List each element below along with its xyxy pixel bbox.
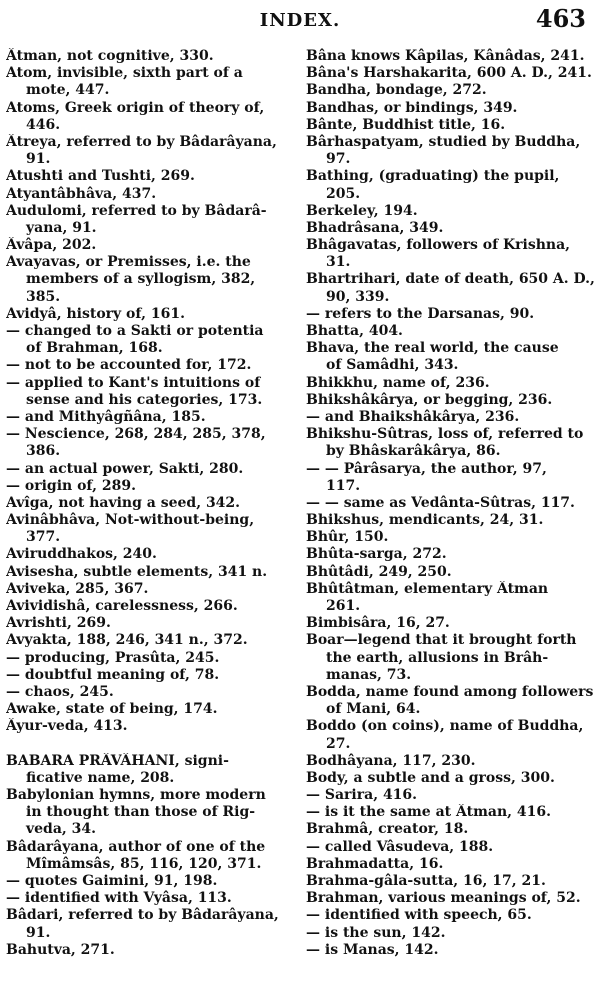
index-entry-line: Atoms, Greek origin of theory of,: [6, 99, 265, 116]
index-entry-line: the earth, allusions in Brâh-: [326, 649, 549, 666]
index-entry-line: — producing, Prasûta, 245.: [6, 649, 220, 666]
index-entry-line: 386.: [26, 443, 61, 460]
index-entry-line: sense and his categories, 173.: [26, 391, 263, 408]
index-entry-line: — — Pârâsarya, the author, 97,: [306, 460, 547, 477]
index-entry-line: manas, 73.: [326, 666, 412, 683]
index-entry-line: Bhikshus, mendicants, 24, 31.: [306, 512, 544, 529]
index-entry-line: Bhikshâkârya, or begging, 236.: [306, 391, 553, 408]
index-entry-line: — an actual power, Sakti, 280.: [6, 460, 244, 477]
index-entry-line: 31.: [326, 254, 351, 271]
index-entry-line: Bimbisâra, 16, 27.: [306, 615, 450, 632]
index-entry-line: 446.: [26, 116, 61, 133]
index-entry-line: Bârhaspatyam, studied by Buddha,: [306, 133, 581, 150]
index-entry-line: — doubtful meaning of, 78.: [6, 666, 220, 683]
index-entry-line: in thought than those of Rig-: [26, 804, 256, 821]
index-entry-line: Bhûtâdi, 249, 250.: [306, 563, 452, 580]
index-entry-line: Bodhâyana, 117, 230.: [306, 752, 476, 769]
index-entry-line: — Nescience, 268, 284, 285, 378,: [6, 426, 266, 443]
index-entry-line: — Sarira, 416.: [306, 787, 418, 804]
index-entry-line: of Brahman, 168.: [26, 340, 163, 357]
index-entry-line: — identified with Vyâsa, 113.: [6, 890, 232, 907]
index-entry-line: — and Bhaikshâkârya, 236.: [306, 408, 520, 425]
index-entry-line: 261.: [326, 598, 361, 614]
index-column-left: [6, 48, 300, 959]
index-entry-line: Audulomi, referred to by Bâdarâ-: [6, 202, 267, 219]
index-entry-line: Avrishti, 269.: [6, 615, 111, 632]
index-entry-line: Bhadrâsana, 349.: [306, 219, 444, 236]
index-entry-line: Bhûtâtman, elementary Âtman: [306, 580, 549, 597]
index-entry-line: Âtreya, referred to by Bâdarâyana,: [6, 133, 277, 150]
index-entry-line: Bânte, Buddhist title, 16.: [306, 116, 506, 133]
index-entry-line: Body, a subtle and a gross, 300.: [306, 769, 555, 786]
index-entry-line: of Mani, 64.: [326, 701, 421, 718]
index-entry-line: — applied to Kant's intuitions of: [6, 374, 261, 391]
index-entry-line: 97.: [326, 151, 351, 168]
page-title: INDEX.: [259, 10, 341, 31]
index-entry-line: Avividishâ, carelessness, 266.: [6, 598, 238, 614]
index-entry-line: Bâdari, referred to by Bâdarâyana,: [6, 907, 279, 924]
index-entry-line: Brahmâ, creator, 18.: [306, 821, 469, 838]
page-number: 463: [535, 4, 586, 33]
index-entry-line: Bandha, bondage, 272.: [306, 82, 487, 99]
index-entry-line: Babylonian hymns, more modern: [6, 787, 266, 804]
index-entry-line: Bâna's Harshakarita, 600 A. D., 241.: [306, 65, 592, 82]
index-entry-line: Bhava, the real world, the cause: [306, 340, 559, 357]
index-entry-line: Bhûta-sarga, 272.: [306, 546, 447, 563]
index-entry-line: Âtman, not cognitive, 330.: [6, 48, 214, 64]
index-entry-line: — identified with speech, 65.: [306, 907, 532, 924]
index-entry-line: — is the sun, 142.: [306, 924, 446, 941]
index-entry-line: Avîga, not having a seed, 342.: [6, 494, 241, 511]
index-entry-line: Bahutva, 271.: [6, 941, 115, 958]
index-entry-line: Boar—legend that it brought forth: [306, 632, 577, 649]
index-entry-line: 91.: [26, 151, 51, 168]
index-entry-line: Atyantâbhâva, 437.: [6, 185, 157, 202]
index-entry-line: — origin of, 289.: [6, 477, 136, 494]
index-entry-line: Mîmâmsâs, 85, 116, 120, 371.: [26, 855, 262, 872]
index-entry-line: Âyur-veda, 413.: [6, 718, 128, 735]
index-entry-line: — refers to the Darsanas, 90.: [306, 305, 535, 322]
index-entry-line: 377.: [26, 529, 61, 546]
index-entry-line: [6, 736, 300, 753]
index-entry-line: Avyakta, 188, 246, 341 n., 372.: [6, 632, 248, 649]
index-entry-line: Boddo (on coins), name of Buddha,: [306, 718, 584, 735]
index-entry-line: ficative name, 208.: [26, 769, 175, 786]
index-entry-line: Brahman, various meanings of, 52.: [306, 890, 581, 907]
index-entry-line: 90, 339.: [326, 288, 390, 305]
index-entry-line: — is Manas, 142.: [306, 941, 439, 958]
index-entry-line: 117.: [326, 477, 361, 494]
index-entry-line: Avidyâ, history of, 161.: [6, 305, 185, 322]
index-entry-line: Bhikkhu, name of, 236.: [306, 374, 490, 391]
index-entry-line: by Bhâskarâkârya, 86.: [326, 443, 501, 460]
index-entry-line: Âvâpa, 202.: [6, 237, 97, 254]
index-entry-line: Awake, state of being, 174.: [6, 701, 218, 718]
index-entry-line: — is it the same at Âtman, 416.: [306, 804, 551, 821]
index-entry-line: — and Mithyâgñâna, 185.: [6, 408, 206, 425]
index-entry-line: Bathing, (graduating) the pupil,: [306, 168, 560, 185]
index-entry-line: — quotes Gaimini, 91, 198.: [6, 873, 218, 889]
index-entry-line: Atushti and Tushti, 269.: [6, 168, 195, 185]
index-entry-line: — — same as Vedânta-Sûtras, 117.: [306, 494, 575, 511]
index-entry-line: — chaos, 245.: [6, 683, 114, 700]
index-entry-line: Avinâbhâva, Not-without-being,: [6, 512, 255, 529]
index-entry-line: — not to be accounted for, 172.: [6, 357, 252, 374]
index-entry-line: veda, 34.: [26, 821, 97, 838]
index-entry-line: Avisesha, subtle elements, 341 n.: [6, 563, 268, 580]
index-entry-line: — changed to a Sakti or potentia: [6, 323, 264, 339]
index-entry-line: Bandhas, or bindings, 349.: [306, 99, 518, 116]
index-entry-line: Bodda, name found among followers: [306, 683, 594, 700]
index-entry-line: Bâna knows Kâpilas, Kânâdas, 241.: [306, 48, 585, 64]
index-entry-line: Atom, invisible, sixth part of a: [6, 65, 243, 82]
index-entry-line: Bhatta, 404.: [306, 323, 403, 339]
index-entry-line: Bhartrihari, date of death, 650 A. D.,: [306, 271, 595, 288]
index-entry-line: 205.: [326, 185, 361, 202]
index-entry-line: of Samâdhi, 343.: [326, 357, 459, 374]
index-entry-line: Berkeley, 194.: [306, 202, 418, 219]
index-entry-line: Bâdarâyana, author of one of the: [6, 838, 266, 855]
index-entry-line: 91.: [26, 924, 51, 941]
page-header: [0, 4, 600, 36]
index-entry-line: Bhikshu-Sûtras, loss of, referred to: [306, 426, 584, 443]
index-entry-line: Aviruddhakos, 240.: [6, 546, 157, 563]
index-entry-line: Bhâgavatas, followers of Krishna,: [306, 237, 571, 254]
index-entry-line: 385.: [26, 288, 61, 305]
index-column-right: [306, 48, 600, 959]
index-entry-line: Avayavas, or Premisses, i.e. the: [6, 254, 251, 271]
index-entry-line: yana, 91.: [26, 219, 97, 236]
index-entry-line: Brahma-gâla-sutta, 16, 17, 21.: [306, 873, 546, 889]
index-entry-line: Aviveka, 285, 367.: [6, 580, 149, 597]
index-entry-line: Bhûr, 150.: [306, 529, 389, 546]
index-entry-line: mote, 447.: [26, 82, 110, 99]
index-entry-line: members of a syllogism, 382,: [26, 271, 256, 288]
index-entry-line: 27.: [326, 735, 351, 752]
index-entry-line: — called Vâsudeva, 188.: [306, 838, 494, 855]
index-entry-line: BABARA PRÂVÂHANI, signi-: [6, 752, 229, 769]
index-entry-line: Brahmadatta, 16.: [306, 855, 444, 872]
